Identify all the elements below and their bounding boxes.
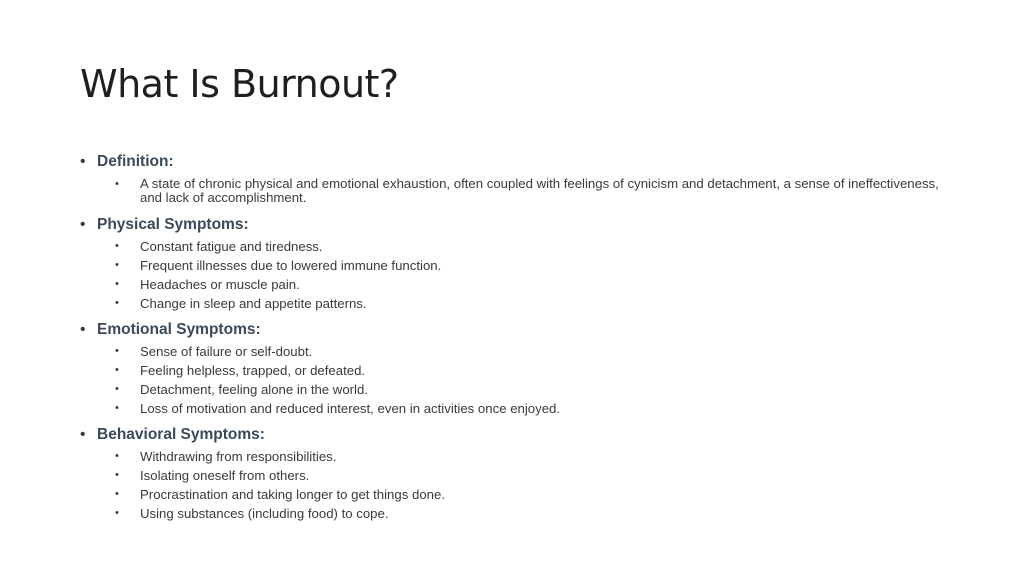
section-heading-text: Definition: [97, 153, 174, 170]
section-physical-symptoms [80, 213, 960, 313]
sub-bullet-item [80, 485, 960, 504]
section-emotional-symptoms [80, 318, 960, 418]
sub-bullet-item [80, 275, 960, 294]
section-heading [80, 213, 960, 237]
bullet-content [80, 150, 960, 528]
bullet-icon: • [80, 426, 86, 443]
sub-bullet-text: Detachment, feeling alone in the world. [140, 382, 368, 397]
sub-bullet-text: Withdrawing from responsibilities. [140, 449, 337, 464]
sub-bullet-list [80, 447, 960, 523]
sub-bullet-item [80, 174, 960, 208]
bullet-icon: • [115, 297, 119, 309]
sub-bullet-text: Loss of motivation and reduced interest, even in activities once enjoyed. [140, 401, 561, 416]
section-heading [80, 423, 960, 447]
section-heading [80, 150, 960, 174]
sub-bullet-text: A state of chronic physical and emotional exhaustion, often coupled with feelings of cynicism and detachment, a sense of ineffectiveness, and lack of accomplishment. [140, 176, 939, 205]
bullet-icon: • [80, 321, 86, 338]
section-heading-text: Behavioral Symptoms: [97, 426, 265, 443]
sub-bullet-item [80, 237, 960, 256]
sub-bullet-item [80, 504, 960, 523]
sub-bullet-item [80, 399, 960, 418]
sub-bullet-item [80, 256, 960, 275]
bullet-icon: • [115, 383, 119, 395]
section-behavioral-symptoms [80, 423, 960, 523]
sub-bullet-text: Frequent illnesses due to lowered immune function. [140, 258, 442, 273]
sub-bullet-text: Isolating oneself from others. [140, 468, 310, 483]
sub-bullet-text: Change in sleep and appetite patterns. [140, 296, 367, 311]
bullet-icon: • [115, 402, 119, 414]
sub-bullet-item [80, 361, 960, 380]
bullet-icon: • [115, 240, 119, 252]
sub-bullet-item [80, 342, 960, 361]
sub-bullet-text: Procrastination and taking longer to get things done. [140, 487, 445, 502]
sub-bullet-item [80, 466, 960, 485]
section-heading-text: Physical Symptoms: [97, 216, 249, 233]
bullet-icon: • [115, 450, 119, 462]
bullet-icon: • [115, 345, 119, 357]
sub-bullet-text: Constant fatigue and tiredness. [140, 239, 323, 254]
sub-bullet-item [80, 380, 960, 399]
bullet-icon: • [115, 278, 119, 290]
bullet-icon: • [115, 178, 119, 190]
sub-bullet-list [80, 174, 960, 208]
section-definition [80, 150, 960, 208]
bullet-icon: • [115, 469, 119, 481]
sub-bullet-item [80, 447, 960, 466]
sub-bullet-text: Feeling helpless, trapped, or defeated. [140, 363, 366, 378]
section-heading [80, 318, 960, 342]
sub-bullet-list [80, 237, 960, 313]
sub-bullet-text: Using substances (including food) to cope. [140, 506, 389, 521]
bullet-icon: • [115, 259, 119, 271]
sub-bullet-list [80, 342, 960, 418]
bullet-icon: • [115, 507, 119, 519]
slide-title: What Is Burnout? [80, 62, 399, 106]
sub-bullet-text: Sense of failure or self-doubt. [140, 344, 313, 359]
bullet-icon: • [115, 488, 119, 500]
sub-bullet-item [80, 294, 960, 313]
bullet-icon: • [80, 216, 86, 233]
bullet-icon: • [80, 153, 86, 170]
sub-bullet-text: Headaches or muscle pain. [140, 277, 300, 292]
section-heading-text: Emotional Symptoms: [97, 321, 261, 338]
bullet-icon: • [115, 364, 119, 376]
